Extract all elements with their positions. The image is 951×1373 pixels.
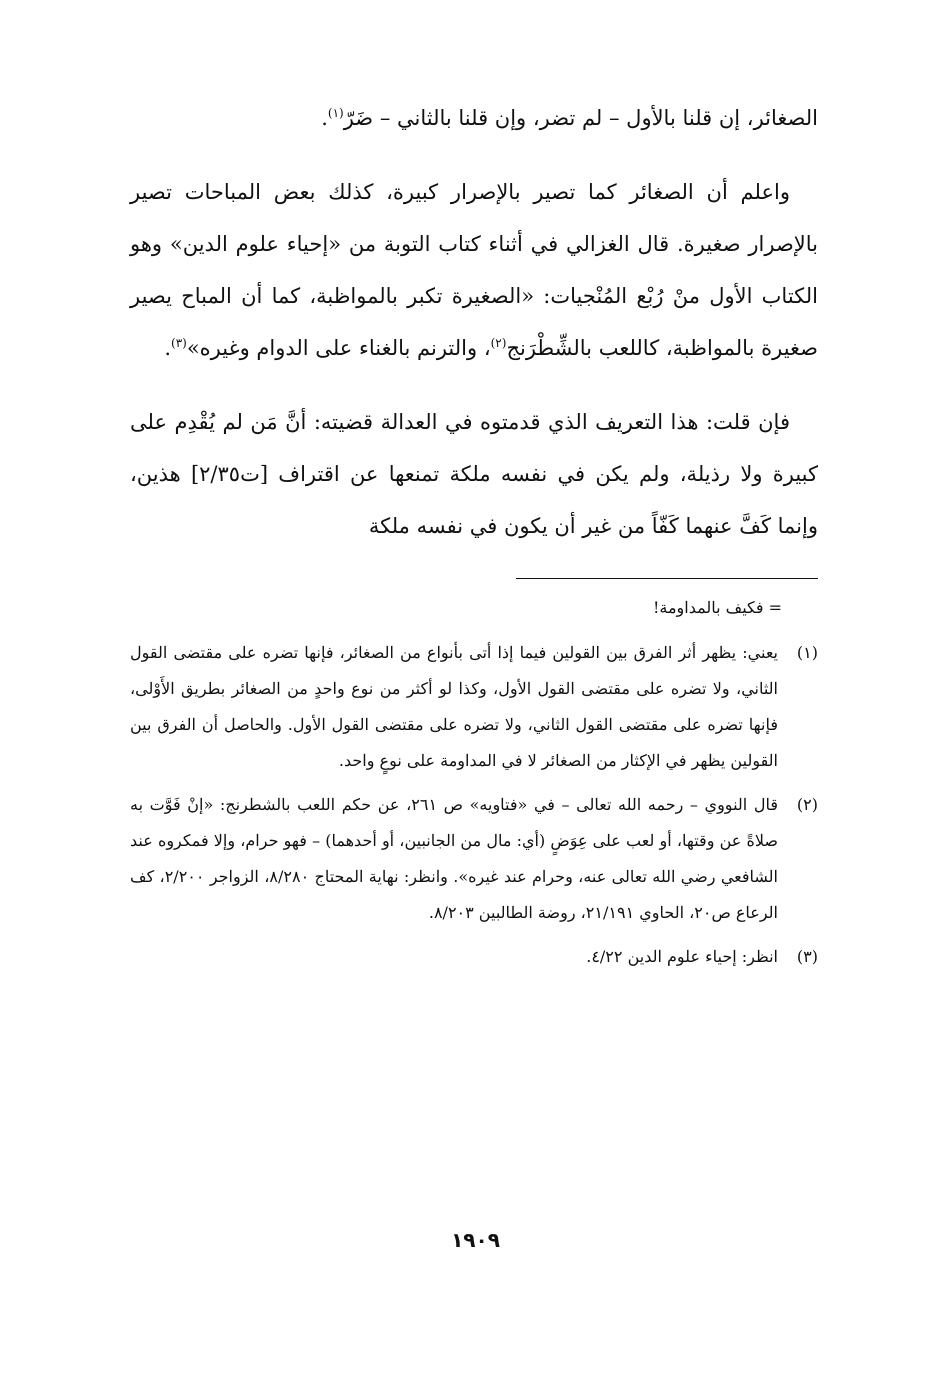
footnote-2 bbox=[130, 787, 818, 931]
footnote-text: قال النووي – رحمه الله تعالى – في «فتاويه» ص ٢٦١، عن حكم اللعب بالشطرنج: «إنْ فَوَّت به صلاةً عن وقتها، أو لعب على عِوَضٍ (أي: مال من الجانبين، أو أحدهما) – فهو حرام، وإلا فمكروه عند الشافعي رضي الله تعالى عنه، وحرام عند غيره». وانظر: نهاية المحتاج ٨/٢٨٠، الزواجر ٢/٢٠٠، كف الرعاع ص٢٠، الحاوي ٢١/١٩١، روضة الطالبين ٨/٢٠٣. bbox=[130, 795, 778, 922]
page-content bbox=[130, 92, 818, 983]
footnote-text: يعني: يظهر أثر الفرق بين القولين فيما إذا أتى بأنواع من الصغائر، فإنها تضره على مقتضى القول الثاني، ولا تضره على مقتضى القول الأول، وكذا لو أكثر من نوع واحدٍ من الصغائر بطريق الأَوْلى، فإنها تضره على مقتضى القول الثاني، ولا تضره على مقتضى القول الأول. والحاصل أن الفرق بين القولين يظهر في الإكثار من الصغائر لا في المداومة على نوعٍ واحد. bbox=[130, 643, 778, 770]
footnote-ref-1[interactable]: (١) bbox=[327, 106, 344, 120]
footnote-text: انظر: إحياء علوم الدين ٤/٢٢. bbox=[586, 947, 778, 966]
footnote-number: (٢) bbox=[796, 795, 818, 814]
footnote-continuation: = فكيف بالمداومة! bbox=[652, 598, 782, 617]
paragraph-1-text: الصغائر، إن قلنا بالأول – لم تضر، وإن قلنا بالثاني – ضَرّ bbox=[343, 106, 818, 130]
footnote-1 bbox=[130, 635, 818, 779]
footnote-number: (٣) bbox=[796, 947, 818, 966]
paragraph-3: فإن قلت: هذا التعريف الذي قدمتوه في العدالة قضيته: أنَّ مَن لم يُقْدِم على كبيرة ولا رذيلة، ولم يكن في نفسه ملكة تمنعها عن اقتراف [ت٢/٣٥] هذين، وإنما كَفَّ عنهما كَفّاً من غير أن يكون في نفسه ملكة bbox=[130, 410, 818, 538]
footnote-number: (١) bbox=[796, 643, 818, 662]
footnote-ref-2[interactable]: (٢) bbox=[490, 336, 507, 350]
footnote-3 bbox=[130, 939, 818, 975]
paragraph-2-text-a: واعلم أن الصغائر كما تصير بالإصرار كبيرة، كذلك بعض المباحات تصير بالإصرار صغيرة. قال الغزالي في أثناء كتاب التوبة من «إحياء علوم الدين» وهو الكتاب الأول منْ رُبْع المُنْجيات: «الصغيرة تكبر بالمواظبة، كما أن المباح يصير صغيرة بالمواظبة، كاللعب بالشِّطْرَنج bbox=[130, 180, 818, 360]
paragraph-1 bbox=[130, 92, 818, 144]
footnote-ref-3[interactable]: (٣) bbox=[171, 336, 187, 350]
footnotes bbox=[130, 591, 818, 975]
paragraph-2-text-b: ، والترنم بالغناء على الدوام وغيره» bbox=[186, 336, 491, 360]
paragraph-2-end: . bbox=[164, 336, 171, 360]
footnote-separator bbox=[516, 578, 818, 579]
page-number: ١٩٠٩ bbox=[451, 1228, 500, 1252]
main-text bbox=[130, 92, 818, 552]
paragraph-1-end: . bbox=[321, 106, 328, 130]
paragraph-2 bbox=[130, 166, 818, 374]
